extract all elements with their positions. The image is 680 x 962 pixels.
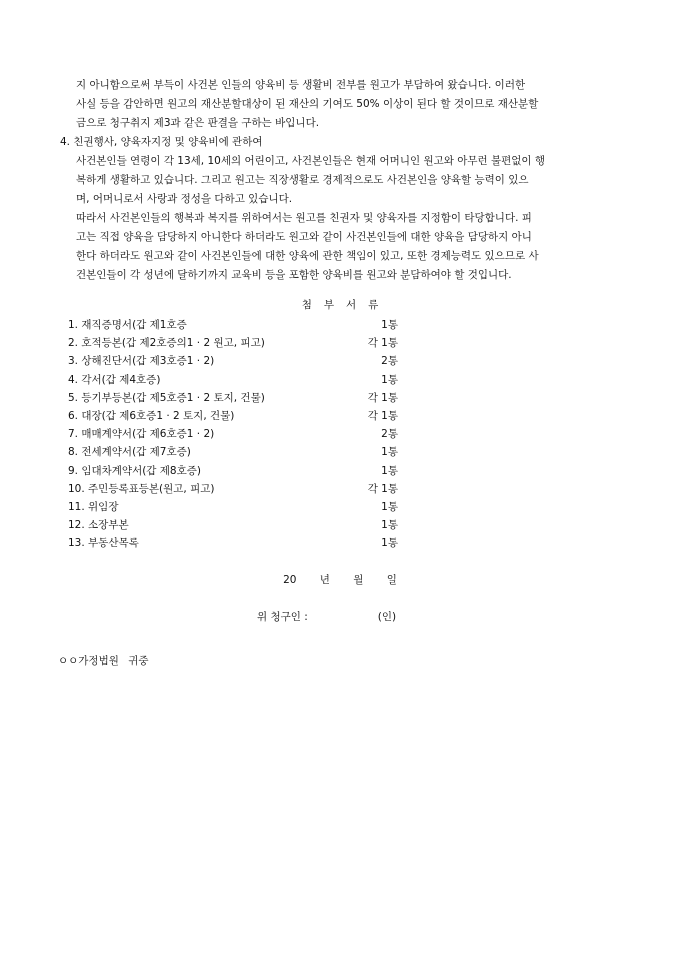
paragraph-line: 고는 직접 양육을 담당하지 아니한다 하더라도 원고와 같이 사건본인들에 대한 양육을 담당하지 아니 xyxy=(76,231,532,243)
section-4-paragraph-1 xyxy=(76,152,622,209)
attachment-qty: 1통 xyxy=(381,500,398,513)
attachment-item xyxy=(68,334,398,352)
attachment-name: 8. 전세계약서(갑 제7호증) xyxy=(68,446,191,459)
attachment-qty: 1통 xyxy=(381,373,398,386)
attachment-qty: 각 1통 xyxy=(367,337,398,350)
section-4-paragraph-2 xyxy=(76,209,622,285)
intro-line: 지 아니함으로써 부득이 사건본 인들의 양육비 등 생활비 전부를 원고가 부담하여 왔습니다. 이러한 xyxy=(76,79,526,91)
claimant-label: 위 청구인 : xyxy=(257,611,308,623)
attachment-item xyxy=(68,516,398,534)
attachment-qty: 각 1통 xyxy=(367,409,398,422)
attachment-item xyxy=(68,480,398,498)
intro-paragraph xyxy=(76,76,622,133)
attachment-item xyxy=(68,407,398,425)
attachment-qty: 1통 xyxy=(381,319,398,331)
attachment-qty: 1통 xyxy=(381,446,398,459)
attachment-name: 5. 등기부등본(갑 제5호증1 · 2 토지, 건물) xyxy=(68,391,265,404)
intro-line: 사실 등을 감안하면 원고의 재산분할대상이 된 재산의 기여도 50% 이상이 된다 할 것이므로 재산분할 xyxy=(76,98,539,110)
intro-line: 금으로 청구취지 제3과 같은 판결을 구하는 바입니다. xyxy=(76,117,320,129)
attachment-item xyxy=(68,425,398,443)
attachments-list xyxy=(68,316,398,552)
attachment-name: 4. 각서(갑 제4호증) xyxy=(68,373,161,386)
attachment-item xyxy=(68,371,398,389)
attachment-name: 11. 위임장 xyxy=(68,500,119,513)
attachment-qty: 1통 xyxy=(381,519,398,532)
attachment-name: 6. 대장(갑 제6호증1 · 2 토지, 건물) xyxy=(68,409,235,422)
attachment-qty: 각 1통 xyxy=(367,482,398,495)
attachment-name: 10. 주민등록표등본(원고, 피고) xyxy=(68,482,215,495)
attachment-name: 3. 상해진단서(갑 제3호증1 · 2) xyxy=(68,355,215,368)
attachment-name: 9. 임대차계약서(갑 제8호증) xyxy=(68,464,201,477)
paragraph-line: 건본인들이 각 성년에 달하기까지 교육비 등을 포함한 양육비를 원고와 분담하여야 할 것입니다. xyxy=(76,269,512,281)
paragraph-line: 사건본인들 연령이 각 13세, 10세의 어린이고, 사건본인들은 현재 어머니인 원고와 아무런 불편없이 행 xyxy=(76,155,546,167)
seal-mark: (인) xyxy=(377,611,397,623)
attachment-item xyxy=(68,352,398,370)
attachment-item xyxy=(68,534,398,552)
attachment-item xyxy=(68,389,398,407)
date-line: 20 년 월 일 xyxy=(283,574,397,586)
attachment-qty: 1통 xyxy=(381,464,398,477)
attachment-item xyxy=(68,443,398,461)
attachment-qty: 각 1통 xyxy=(367,391,398,404)
attachment-item xyxy=(68,462,398,480)
attachment-qty: 2통 xyxy=(381,355,398,368)
attachment-name: 1. 재직증명서(갑 제1호증 xyxy=(68,319,187,331)
paragraph-line: 따라서 사건본인들의 행복과 복지를 위하여서는 원고를 친권자 및 양육자를 지정함이 타당합니다. 피 xyxy=(76,212,532,224)
attachment-qty: 2통 xyxy=(381,428,398,441)
attachment-name: 13. 부동산목록 xyxy=(68,537,139,550)
paragraph-line: 며, 어머니로서 사랑과 정성을 다하고 있습니다. xyxy=(76,193,293,205)
attachment-item xyxy=(68,316,398,334)
paragraph-line: 복하게 생활하고 있습니다. 그리고 원고는 직장생활로 경제적으로도 사건본인을 양육할 능력이 있으 xyxy=(76,174,529,186)
attachment-name: 7. 매매계약서(갑 제6호증1 · 2) xyxy=(68,428,215,441)
attachments-title: 첨부서류 xyxy=(301,299,391,311)
attachment-qty: 1통 xyxy=(381,537,398,550)
attachment-name: 12. 소장부본 xyxy=(68,519,129,532)
paragraph-line: 한다 하더라도 원고와 같이 사건본인들에 대한 양육에 관한 책임이 있고, 또한 경제능력도 있으므로 사 xyxy=(76,250,539,262)
claimant-line xyxy=(257,609,396,624)
section-4-heading: 4. 친권행사, 양육자지정 및 양육비에 관하여 xyxy=(60,136,263,148)
court-addressee: ㅇㅇ가정법원 귀중 xyxy=(58,655,149,667)
attachment-name: 2. 호적등본(갑 제2호증의1 · 2 원고, 피고) xyxy=(68,337,265,350)
attachment-item xyxy=(68,498,398,516)
